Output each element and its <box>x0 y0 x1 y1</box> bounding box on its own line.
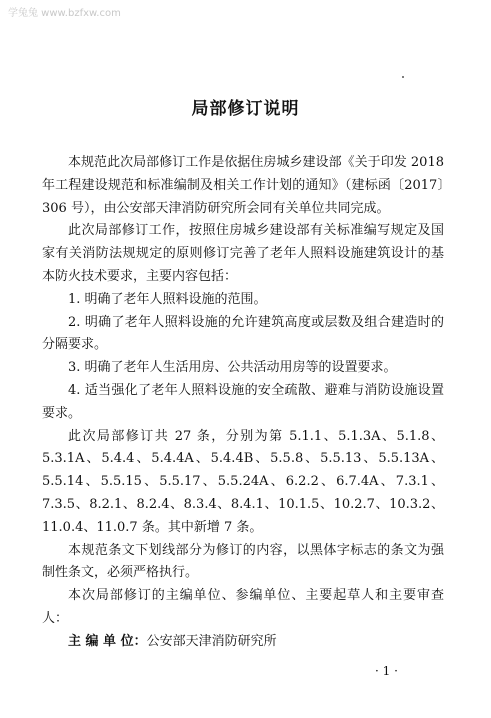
list-item-4: 4. 适当强化了老年人照料设施的安全疏散、避难与消防设施设置要求。 <box>42 382 444 421</box>
editor-value: 公安部天津消防研究所 <box>146 633 277 649</box>
watermark: 学兔兔 www.bzfxw.com <box>8 8 121 19</box>
page-title: 局部修订说明 <box>191 99 300 119</box>
list-item-1: 1. 明确了老年人照料设施的范围。 <box>68 291 267 307</box>
paragraph-contributors: 本次局部修订的主编单位、参编单位、主要起草人和主要审查人： <box>42 588 444 626</box>
list-item-2: 2. 明确了老年人照料设施的允许建筑高度或层数及组合建造时的分隔要求。 <box>42 314 444 353</box>
document-body <box>42 152 444 654</box>
paragraph-basis: 本规范此次局部修订工作是依据住房城乡建设部《关于印发 2018 年工程建设规范和标准编制及相关工作计划的通知》（建标函〔2017〕306 号），由公安部天津消防研究所会同有关单位共同完成。 <box>42 155 444 216</box>
editor-label: 主 编 单 位： <box>68 633 147 649</box>
paragraph-scope: 此次局部修订工作，按照住房城乡建设部有关标准编写规定及国家有关消防法规规定的原则修订完善了老年人照料设施建筑设计的基本防火技术要求，主要内容包括： <box>42 223 444 284</box>
paragraph-clauses: 此次局部修订共 27 条，分别为第 5.1.1、5.1.3A、5.1.8、5.3.1A、5.4.4、5.4.4A、5.4.4B、5.5.8、5.5.13、5.5.13A、5.5.14、5.5.15、5.5.17、5.5.24A、6.2.2、6.7.4A、7.3.1、7.3.5、8.2.1、8.2.4、8.3.4、8.4.1、10.1.5、10.2.7、10.3.2、11.0.4、11.0.7 条。其中新增 7 条。 <box>42 428 444 535</box>
paragraph-mandatory: 本规范条文下划线部分为修订的内容，以黑体字标志的条文为强制性条文，必须严格执行。 <box>42 542 444 581</box>
list-item-3: 3. 明确了老年人生活用房、公共活动用房等的设置要求。 <box>68 360 397 376</box>
speck-mark <box>402 76 404 78</box>
editor-line <box>42 631 444 654</box>
page-number: · 1 · <box>375 664 398 678</box>
